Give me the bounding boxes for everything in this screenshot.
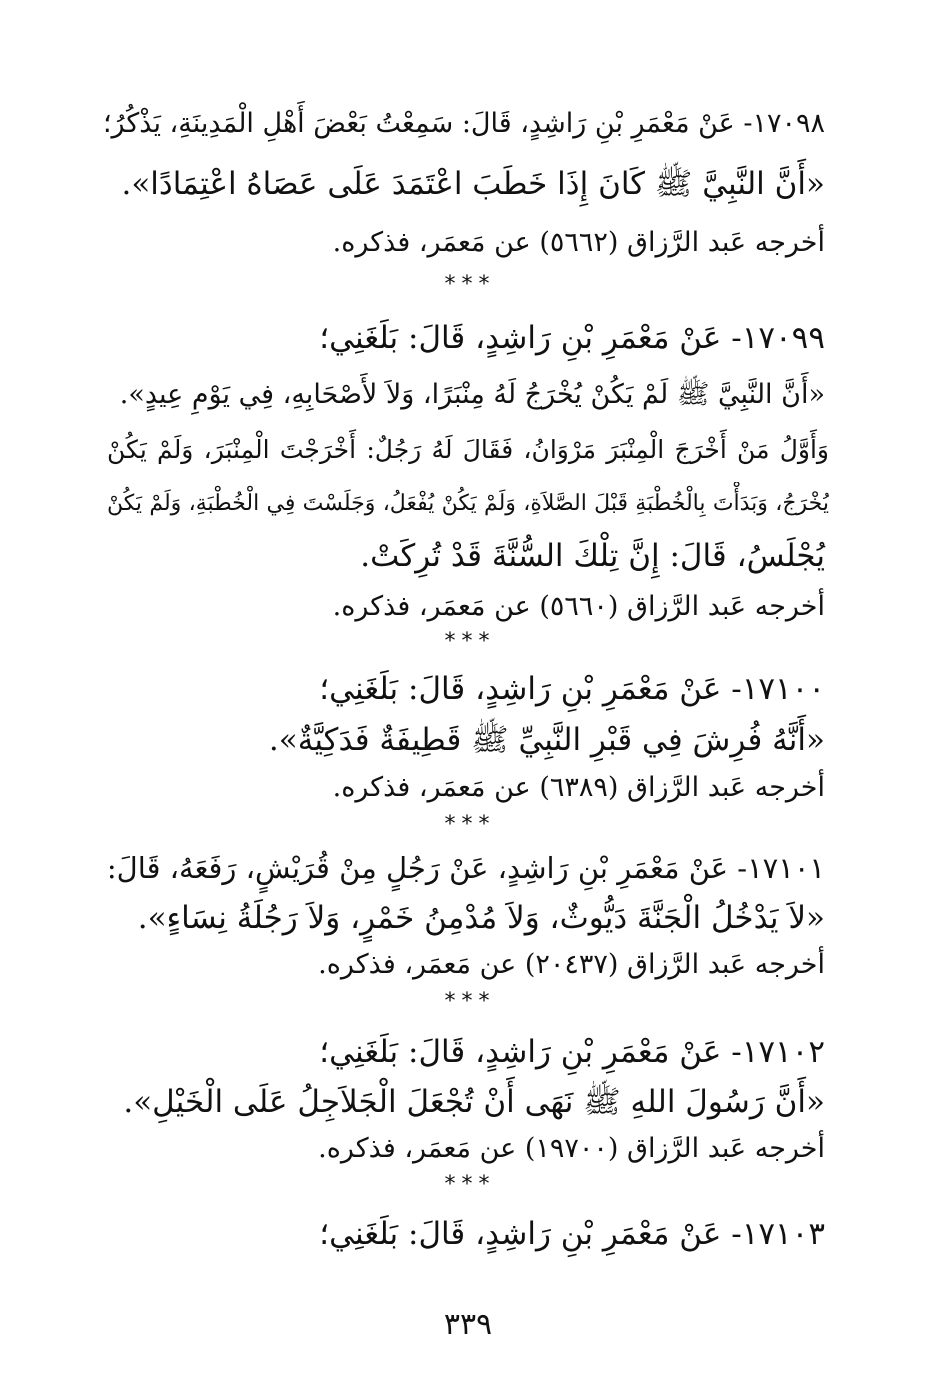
section-separator: *** xyxy=(444,989,496,1014)
commentary-line: وَأَوَّلُ مَنْ أَخْرَجَ الْمِنْبَرَ مَرْوَانُ، فَقَالَ لَهُ رَجُلٌ: أَخْرَجْتَ الْمِنْبَرَ، وَلَمْ يَكُنْ xyxy=(107,435,829,464)
hadith-text-line: «لاَ يَدْخُلُ الْجَنَّةَ دَيُّوثٌ، وَلاَ مُدْمِنُ خَمْرٍ، وَلاَ رَجُلَةُ نِسَاءٍ». xyxy=(137,900,825,936)
commentary-line: يُجْلَسُ، قَالَ: إِنَّ تِلْكَ السُّنَّةَ قَدْ تُرِكَتْ. xyxy=(360,538,825,574)
page-number: ٣٣٩ xyxy=(443,1307,493,1342)
hadith-chain-line: ١٧١٠٣- عَنْ مَعْمَرِ بْنِ رَاشِدٍ، قَالَ: بَلَغَنِي؛ xyxy=(319,1216,825,1252)
section-separator: *** xyxy=(444,1172,496,1197)
source-reference: أخرجه عَبد الرَّزاق (٦٣٨٩) عن مَعمَر، فذكره. xyxy=(332,772,825,803)
source-reference: أخرجه عَبد الرَّزاق (٢٠٤٣٧) عن مَعمَر، فذكره. xyxy=(318,949,825,980)
hadith-chain-line: ١٧٠٩٨- عَنْ مَعْمَرِ بْنِ رَاشِدٍ، قَالَ: سَمِعْتُ بَعْضَ أَهْلِ الْمَدِينَةِ، يَذْكُرُ؛ xyxy=(102,108,825,139)
hadith-chain-line: ١٧١٠١- عَنْ مَعْمَرِ بْنِ رَاشِدٍ، عَنْ رَجُلٍ مِنْ قُرَيْشٍ، رَفَعَهُ، قَالَ: xyxy=(106,851,825,885)
source-reference: أخرجه عَبد الرَّزاق (٥٦٦٢) عن مَعمَر، فذكره. xyxy=(332,227,825,258)
source-reference: أخرجه عَبد الرَّزاق (٥٦٦٠) عن مَعمَر، فذكره. xyxy=(332,591,825,622)
section-separator: *** xyxy=(444,629,496,654)
hadith-text-line: «أَنَّ النَّبِيَّ ﷺ لَمْ يَكُنْ يُخْرَجُ لَهُ مِنْبَرًا، وَلاَ لأَصْحَابِهِ، فِي يَوْمِ عِيدٍ». xyxy=(119,379,825,410)
hadith-chain-line: ١٧٠٩٩- عَنْ مَعْمَرِ بْنِ رَاشِدٍ، قَالَ: بَلَغَنِي؛ xyxy=(319,320,825,356)
source-reference: أخرجه عَبد الرَّزاق (١٩٧٠٠) عن مَعمَر، فذكره. xyxy=(318,1133,825,1164)
section-separator: *** xyxy=(444,812,496,837)
hadith-chain-line: ١٧١٠٠- عَنْ مَعْمَرِ بْنِ رَاشِدٍ، قَالَ: بَلَغَنِي؛ xyxy=(319,671,825,707)
hadith-text-line: «أَنَّ رَسُولَ اللهِ ﷺ نَهَى أَنْ تُجْعَلَ الْجَلاَجِلُ عَلَى الْخَيْلِ». xyxy=(123,1084,825,1120)
hadith-text-line: «أَنَّ النَّبِيَّ ﷺ كَانَ إِذَا خَطَبَ اعْتَمَدَ عَلَى عَصَاهُ اعْتِمَادًا». xyxy=(121,166,825,202)
hadith-text-line: «أَنَّهُ فُرِشَ فِي قَبْرِ النَّبِيِّ ﷺ قَطِيفَةٌ فَدَكِيَّةٌ». xyxy=(268,722,825,758)
hadith-chain-line: ١٧١٠٢- عَنْ مَعْمَرِ بْنِ رَاشِدٍ، قَالَ: بَلَغَنِي؛ xyxy=(319,1034,825,1070)
section-separator: *** xyxy=(444,272,496,297)
commentary-line: يُخْرَجُ، وَبَدَأْتَ بِالْخُطْبَةِ قَبْلَ الصَّلاَةِ، وَلَمْ يَكُنْ يُفْعَلُ، وَجَلَسْتَ فِي الْخُطْبَةِ، وَلَمْ يَكُنْ xyxy=(107,491,829,516)
